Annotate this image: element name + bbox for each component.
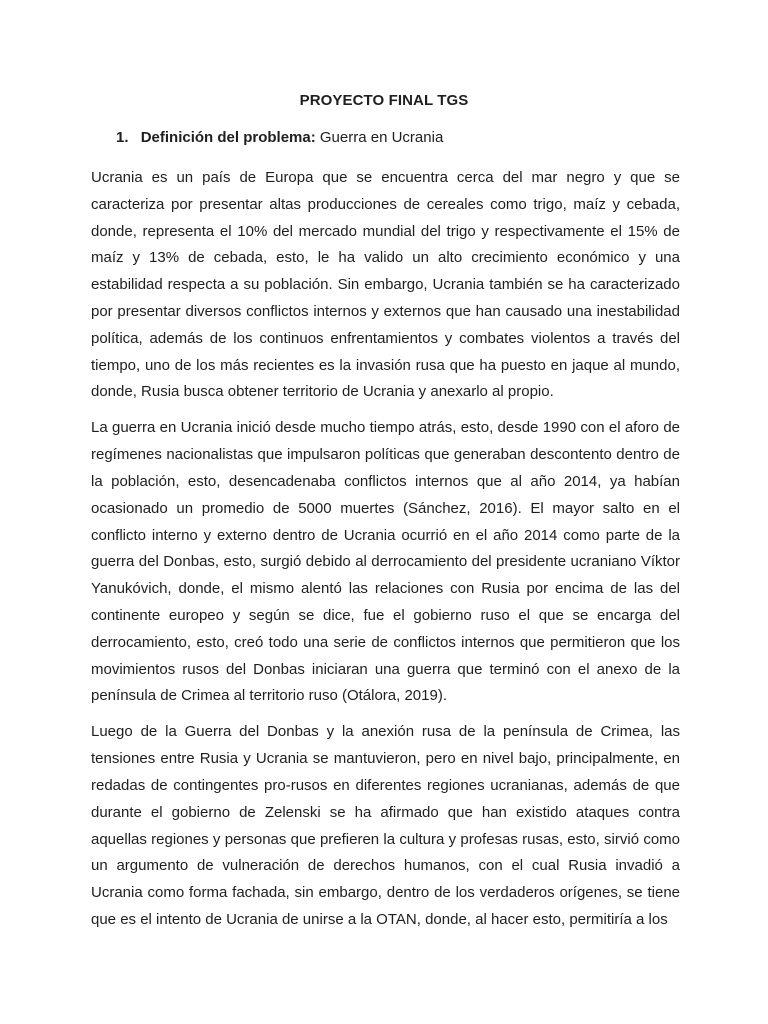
document-body <box>91 165 680 943</box>
paragraph-3: Luego de la Guerra del Donbas y la anexión rusa de la península de Crimea, las tensiones entre Rusia y Ucrania se mantuvieron, pero en nivel bajo, principalmente, en redadas de contingentes pro-rusos en diferentes regiones ucranianas, además de que durante el gobierno de Zelenski se ha afirmado que han existido ataques contra aquellas regiones y personas que prefieren la cultura y profesas rusas, esto, sirvió como un argumento de vulneración de derechos humanos, con el cual Rusia invadió a Ucrania como forma fachada, sin embargo, dentro de los verdaderos orígenes, se tiene que es el intento de Ucrania de unirse a la OTAN, donde, al hacer esto, permitiría a los <box>91 723 680 928</box>
section-label: Definición del problema: <box>140 129 316 146</box>
paragraph-1: Ucrania es un país de Europa que se encuentra cerca del mar negro y que se caracteriza por presentar altas producciones de cereales como trigo, maíz y cebada, donde, representa el 10% del mercado mundial del trigo y respectivamente el 15% de maíz y 13% de cebada, esto, le ha valido un alto crecimiento económico y una estabilidad respecta a su población. Sin embargo, Ucrania también se ha caracterizado por presentar diversos conflictos internos y externos que han causado una inestabilidad política, además de los continuos enfrentamientos y combates violentos a través del tiempo, uno de los más recientes es la invasión rusa que ha puesto en jaque al mundo, donde, Rusia busca obtener territorio de Ucrania y anexarlo al propio. <box>91 169 680 401</box>
section-number: 1. <box>116 129 129 146</box>
document-title: PROYECTO FINAL TGS <box>299 92 469 109</box>
section-topic: Guerra en Ucrania <box>319 129 444 146</box>
section-heading <box>116 129 443 146</box>
paragraph-2: La guerra en Ucrania inició desde mucho tiempo atrás, esto, desde 1990 con el aforo de regímenes nacionalistas que impulsaron políticas que generaban descontento dentro de la población, esto, desencadenaba conflictos internos que al año 2014, ya habían ocasionado un promedio de 5000 muertes (Sánchez, 2016). El mayor salto en el conflicto interno y externo dentro de Ucrania ocurrió en el año 2014 como parte de la guerra del Donbas, esto, surgió debido al derrocamiento del presidente ucraniano Víktor Yanukóvich, donde, el mismo alentó las relaciones con Rusia por encima de las del continente europeo y según se dice, fue el gobierno ruso el que se encarga del derrocamiento, esto, creó todo una serie de conflictos internos que permitieron que los movimientos rusos del Donbas iniciaran una guerra que terminó con el anexo de la península de Crimea al territorio ruso (Otálora, 2019). <box>91 419 680 705</box>
